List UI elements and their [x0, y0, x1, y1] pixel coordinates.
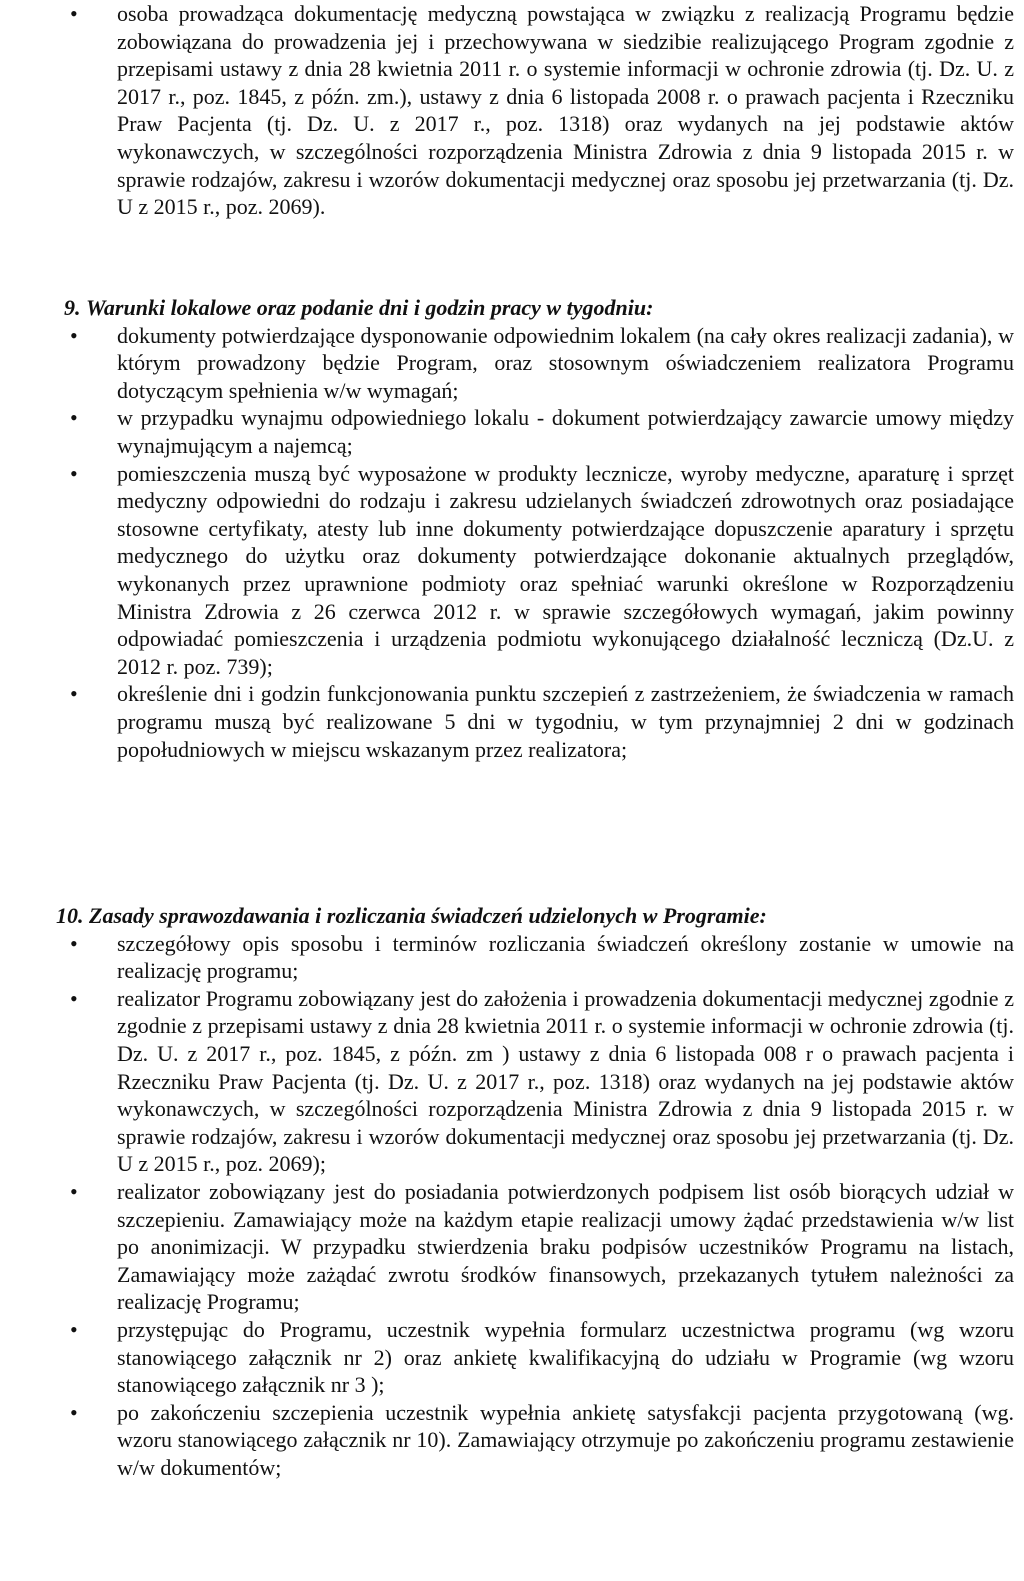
section-9-bullet-list [0, 322, 1024, 764]
section-9 [0, 294, 1024, 763]
section-10-bullet-list [0, 930, 1024, 1482]
section-10 [0, 902, 1024, 1481]
section-title: Warunki lokalowe oraz podanie dni i godzin pracy w tygodniu: [86, 295, 654, 320]
list-item: • określenie dni i godzin funkcjonowania punktu szczepień z zastrzeżeniem, że świadczenia w ramach programu muszą być realizowane 5 dni w tygodniu, w tym przynajmniej 2 dni w godzinach popołudniowych w miejscu wskazanym przez realizatora; [0, 680, 1024, 763]
continued-bullet-list [0, 0, 1024, 221]
list-item: • po zakończeniu szczepienia uczestnik wypełnia ankietę satysfakcji pacjenta przygotowaną (wg. wzoru stanowiącego załącznik nr 10). Zamawiający otrzymuje po zakończeniu programu zestawienie w/w dokumentów; [0, 1399, 1024, 1482]
list-item: • pomieszczenia muszą być wyposażone w produkty lecznicze, wyroby medyczne, aparaturę i sprzęt medyczny odpowiedni do rodzaju i zakresu udzielanych świadczeń zdrowotnych oraz posiadające stosowne certyfikaty, atesty lub inne dokumenty potwierdzające dopuszczenie aparatury i sprzętu medycznego do użytku oraz dokumenty potwierdzające dokonanie aktualnych przeglądów, wykonanych przez uprawnione podmioty oraz spełniać warunki określone w Rozporządzeniu Ministra Zdrowia z 26 czerwca 2012 r. w sprawie szczegółowych wymagań, jakim powinny odpowiadać pomieszczenia i urządzenia podmiotu wykonującego działalność leczniczą (Dz.U. z 2012 r. poz. 739); [0, 460, 1024, 681]
list-item: • dokumenty potwierdzające dysponowanie odpowiednim lokalem (na cały okres realizacji zadania), w którym prowadzony będzie Program, oraz stosownym oświadczeniem realizatora Programu dotyczącym spełnienia w/w wymagań; [0, 322, 1024, 405]
section-heading [0, 294, 1024, 322]
section-number: 10. [56, 903, 84, 928]
list-item: • realizator Programu zobowiązany jest do założenia i prowadzenia dokumentacji medycznej zgodnie z zgodnie z przepisami ustawy z dnia 28 kwietnia 2011 r. o systemie informacji w ochronie zdrowia (tj. Dz. U. z 2017 r., poz. 1845, z późn. zm ) ustawy z dnia 6 listopada 008 r o prawach pacjenta i Rzeczniku Praw Pacjenta (tj. Dz. U. z 2017 r., poz. 1318) oraz wydanych na jej podstawie aktów wykonawczych, w szczególności rozporządzenia Ministra Zdrowia z dnia 9 listopada 2015 r. w sprawie rodzajów, zakresu i wzorów dokumentacji medycznej oraz sposobu jej przetwarzania (tj. Dz. U z 2015 r., poz. 2069); [0, 985, 1024, 1178]
section-number: 9. [64, 295, 81, 320]
list-item: • osoba prowadząca dokumentację medyczną powstająca w związku z realizacją Programu będzie zobowiązana do prowadzenia jej i przechowywana w siedzibie realizującego Program zgodnie z przepisami ustawy z dnia 28 kwietnia 2011 r. o systemie informacji w ochronie zdrowia (tj. Dz. U. z 2017 r., poz. 1845, z późn. zm.), ustawy z dnia 6 listopada 2008 r. o prawach pacjenta i Rzeczniku Praw Pacjenta (tj. Dz. U. z 2017 r., poz. 1318) oraz wydanych na jej podstawie aktów wykonawczych, w szczególności rozporządzenia Ministra Zdrowia z dnia 9 listopada 2015 r. w sprawie rodzajów, zakresu i wzorów dokumentacji medycznej oraz sposobu jej przetwarzania (tj. Dz. U z 2015 r., poz. 2069). [0, 0, 1024, 221]
section-heading [0, 902, 1024, 930]
section-title: Zasady sprawozdawania i rozliczania świadczeń udzielonych w Programie: [89, 903, 767, 928]
list-item: • w przypadku wynajmu odpowiedniego lokalu - dokument potwierdzający zawarcie umowy między wynajmującym a najemcą; [0, 404, 1024, 459]
list-item: • realizator zobowiązany jest do posiadania potwierdzonych podpisem list osób biorących udział w szczepieniu. Zamawiający może na każdym etapie realizacji umowy żądać przedstawienia w/w list po anonimizacji. W przypadku stwierdzenia braku podpisów uczestników Programu na listach, Zamawiający może zażądać zwrotu środków finansowych, przekazanych tytułem należności za realizację Programu; [0, 1178, 1024, 1316]
list-item: • przystępując do Programu, uczestnik wypełnia formularz uczestnictwa programu (wg wzoru stanowiącego załącznik nr 2) oraz ankietę kwalifikacyjną do udziału w Programie (wg wzoru stanowiącego załącznik nr 3 ); [0, 1316, 1024, 1399]
list-item: • szczegółowy opis sposobu i terminów rozliczania świadczeń określony zostanie w umowie na realizację programu; [0, 930, 1024, 985]
